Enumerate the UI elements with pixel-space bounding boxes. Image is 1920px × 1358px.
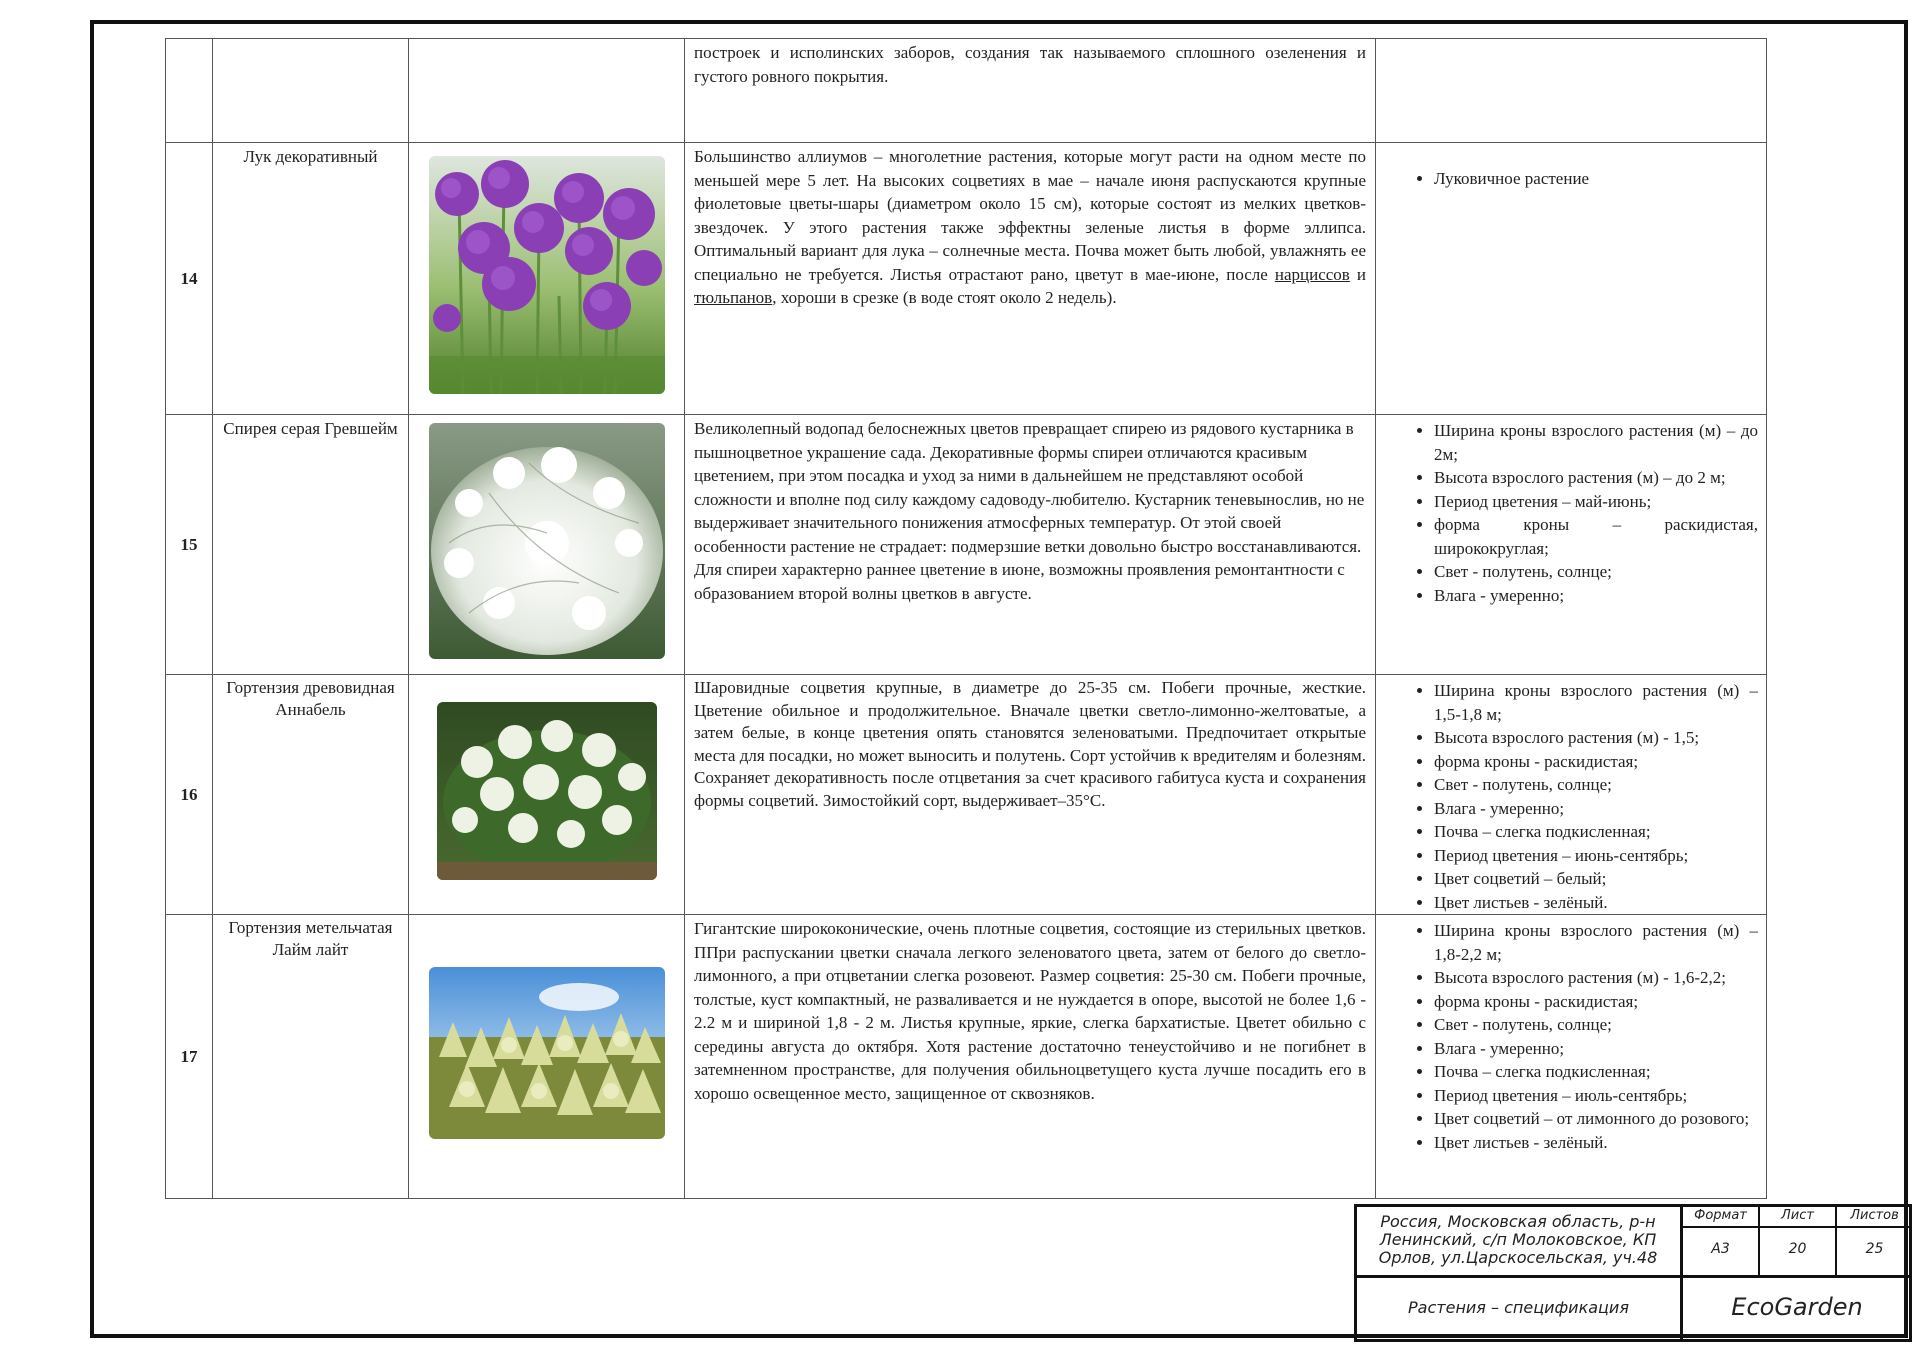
plant-description [685,143,1376,415]
table-row [166,915,1767,1199]
title-block [1354,1204,1912,1342]
plant-name [213,39,409,143]
list-item: • форма кроны - раскидистая; [1434,990,1758,1014]
table-row [166,415,1767,675]
row-number: 16 [166,675,213,915]
plant-description: построек и исполинских заборов, создания так называемого сплошного озеленения и густого ровного покрытия. [685,39,1376,143]
plant-name: Спирея серая Гревшейм [213,415,409,675]
list-item: • Период цветения – июнь-сентябрь; [1434,844,1758,868]
row-number: 17 [166,915,213,1199]
list-item: • Высота взрослого растения (м) - 1,6-2,2; [1434,966,1758,990]
plant-properties [1376,143,1767,415]
list-item: • Цвет соцветий – белый; [1434,867,1758,891]
company-logo: EcoGarden [1731,1293,1863,1321]
divider [1680,1226,1912,1228]
properties-list [1410,167,1758,191]
list-item: • Луковичное растение [1434,167,1758,191]
narcissus-link[interactable]: нарциссов [1274,264,1350,284]
hydrangea-limelight-photo [429,967,665,1139]
list-item: • Ширина кроны взрослого растения (м) – 1,8-2,2 м; [1434,919,1758,966]
list-item: • Свет - полутень, солнце; [1434,1013,1758,1037]
tulip-link[interactable]: тюльпанов [694,288,773,307]
spiraea-photo [429,423,665,659]
list-item: • Цвет листьев - зелёный. [1434,891,1758,915]
list-item: • форма кроны - раскидистая; [1434,750,1758,774]
list-item: • Свет - полутень, солнце; [1434,773,1758,797]
list-item: • Влага - умеренно; [1434,584,1758,608]
desc-text: и [1349,264,1366,284]
plant-spec-table [165,38,1767,1199]
list-item: • Цвет соцветий – от лимонного до розового; [1434,1107,1758,1131]
properties-list [1410,679,1758,914]
sheets-value: 25 [1865,1241,1884,1257]
desc-text: , хороши в срезке (в воде стоят около 2 недель). [772,288,1117,307]
allium-photo [429,156,665,394]
list-item: • Период цветения – июль-сентябрь; [1434,1084,1758,1108]
list-item: • Цвет листьев - зелёный. [1434,1131,1758,1155]
plant-photo-cell [409,415,685,675]
site-address: Россия, Московская область, р-н Ленинский, с/п Молоковское, КП Орлов, ул.Царскосельская, уч.48 [1378,1212,1658,1267]
list-item: • Свет - полутень, солнце; [1434,560,1758,584]
plant-properties [1376,39,1767,143]
sheets-label: Листов [1850,1208,1899,1223]
row-number: 14 [166,143,213,415]
properties-list [1410,919,1758,1154]
hydrangea-annabelle-photo [437,702,657,880]
plant-photo-cell [409,143,685,415]
sheet-label: Лист [1781,1208,1814,1223]
plant-name: Лук декоративный [213,143,409,415]
drawing-title: Растения – спецификация [1408,1298,1629,1317]
plant-properties [1376,675,1767,915]
plant-photo-cell [409,39,685,143]
row-number: 15 [166,415,213,675]
format-value: А3 [1711,1241,1730,1257]
list-item: • Высота взрослого растения (м) - 1,5; [1434,726,1758,750]
properties-list [1410,419,1758,607]
divider [1357,1275,1909,1278]
plant-properties [1376,915,1767,1199]
table-row [166,39,1767,143]
table-row [166,675,1767,915]
list-item: • Почва – слегка подкисленная; [1434,820,1758,844]
plant-photo-cell [409,915,685,1199]
format-label: Формат [1694,1208,1747,1223]
list-item: • Ширина кроны взрослого растения (м) – до 2м; [1434,419,1758,466]
plant-description: Гигантские ширококонические, очень плотные соцветия, состоящие из стерильных цветков. ППри распускании цветки сначала легкого зеленоватого цвета, затем от белого до светло-лимонного, а при отцветании слегка розовеют. Размер соцветия: 25-30 см. Побеги прочные, толстые, куст компактный, не разваливается и не нуждается в опоре, высотой не более 1,6 - 2.2 м и шириной 1,8 - 2 м. Листья крупные, яркие, слегка бархатистые. Цветет обильно с середины августа до октября. Хотя растение достаточно тенеустойчиво и не погибнет в затемненном пространстве, для получения обильноцветущего куста лучше посадить его в хорошо освещенное место, защищенное от сквозняков. [685,915,1376,1199]
plant-properties [1376,415,1767,675]
desc-text: Большинство аллиумов – многолетние растения, которые могут расти на одном месте по меньшей мере 5 лет. На высоких соцветиях в мае – начале июня распускаются крупные фиолетовые цветы-шары (диаметром около 15 см), которые состоят из мелких цветков-звездочек. У этого растения также эффектны зеленые листья в форме эллипса. Оптимальный вариант для лука – солнечные места. Почва может быть любой, увлажнять ее специально не требуется. Листья отрастают рано, цветут в мае-июне, после [694,147,1366,284]
list-item: • форма кроны – раскидистая, ширококруглая; [1434,513,1758,560]
row-number [166,39,213,143]
list-item: • Высота взрослого растения (м) – до 2 м; [1434,466,1758,490]
plant-name: Гортензия метельчатая Лайм лайт [213,915,409,1199]
list-item: • Почва – слегка подкисленная; [1434,1060,1758,1084]
plant-photo-cell [409,675,685,915]
list-item: • Влага - умеренно; [1434,1037,1758,1061]
list-item: • Влага - умеренно; [1434,797,1758,821]
plant-description: Великолепный водопад белоснежных цветов превращает спирею из рядового кустарника в пышноцветное украшение сада. Декоративные формы спиреи отличаются красивым цветением, при этом посадка и уход за ними в дальнейшем не представляют особой сложности и вполне под силу каждому садоводу-любителю. Кустарник теневынослив, но не выдерживает значительного понижения атмосферных температур. От этой своей особенности растение не страдает: подмерзшие ветки довольно быстро восстанавливаются. Для спиреи характерно раннее цветение в июне, возможны проявления ремонтантности с образованием второй волны цветков в августе. [685,415,1376,675]
plant-name: Гортензия древовидная Аннабель [213,675,409,915]
sheet-value: 20 [1788,1241,1807,1257]
plant-description: Шаровидные соцветия крупные, в диаметре до 25-35 см. Побеги прочные, жесткие. Цветение обильное и продолжительное. Вначале цветки светло-лимонно-желтоватые, а затем белые, в конце цветения опять становятся зеленоватыми. Предпочитает открытые места для посадки, но может выносить и полутень. Сорт устойчив к вредителям и болезням. Сохраняет декоративность после отцветания за счет красивого габитуса куста и сохранения формы соцветий. Зимостойкий сорт, выдерживает–35°С. [685,675,1376,915]
list-item: • Период цветения – май-июнь; [1434,490,1758,514]
list-item: • Ширина кроны взрослого растения (м) – 1,5-1,8 м; [1434,679,1758,726]
table-row [166,143,1767,415]
